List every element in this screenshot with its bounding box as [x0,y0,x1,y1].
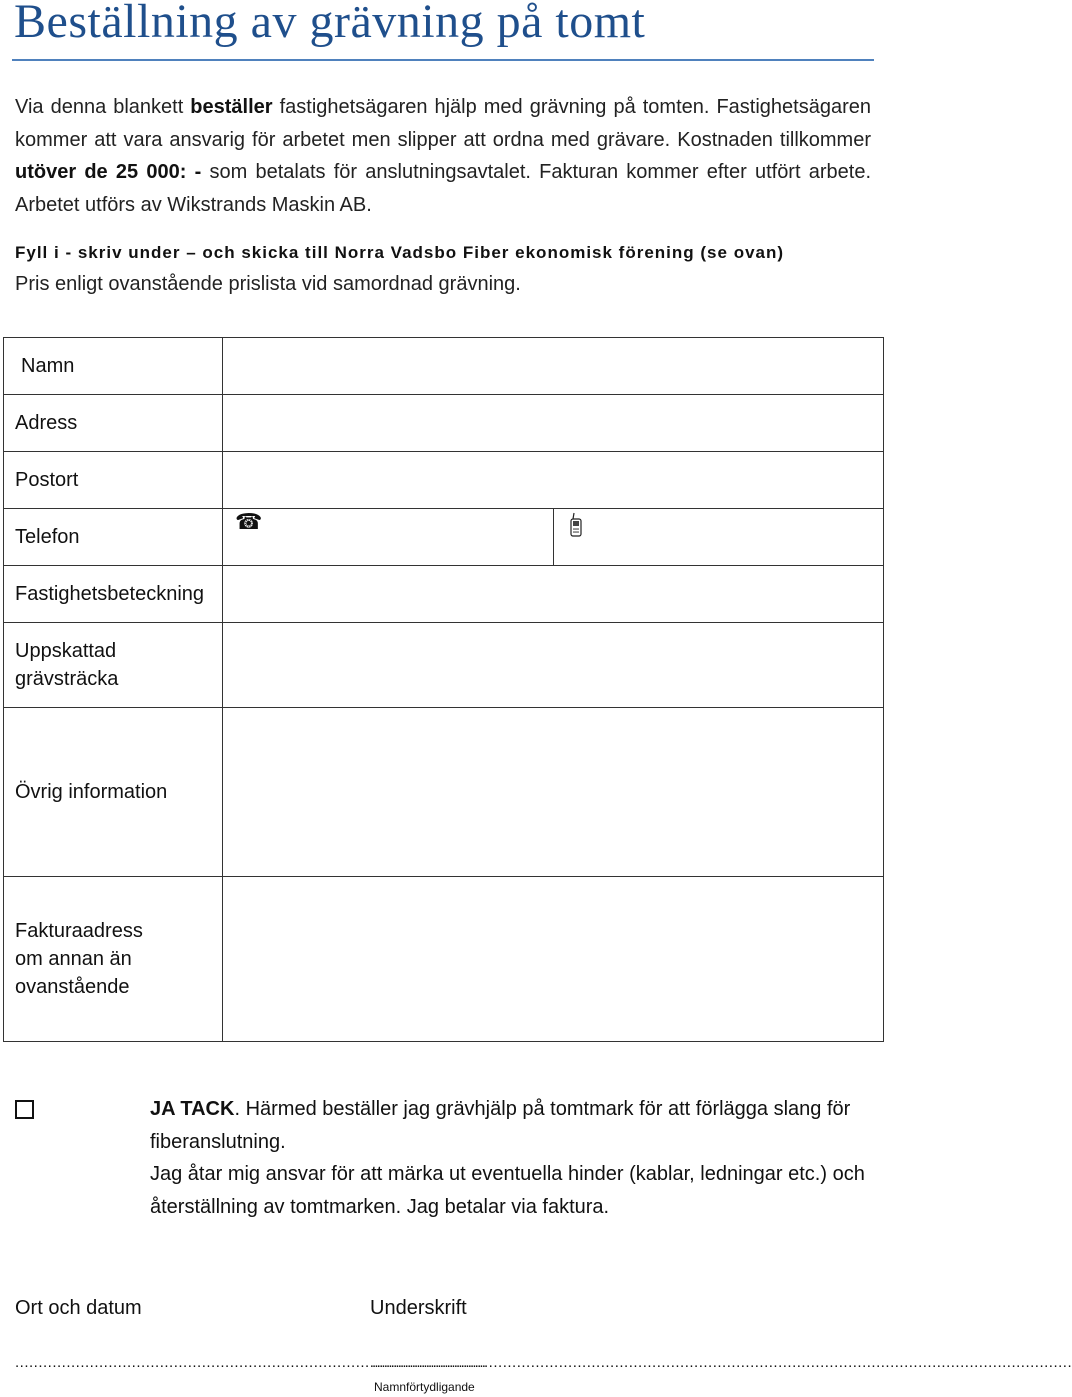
form-row-address [4,395,884,452]
title-underline [12,59,874,61]
form-row-postal [4,452,884,509]
intro-text-3: som betalats för anslutningsavtalet. Fakturan kommer efter utfört arbete. Arbetet utförs av Wikstrands Maskin AB. [15,161,872,216]
confirmation-text [150,1093,890,1223]
form-row-invoice [4,877,884,1042]
other-info-label: Övrig information [4,708,223,877]
confirmation-line2: Jag åtar mig ansvar för att märka ut eventuella hinder (kablar, ledningar etc.) och återställning av tomtmarken. Jag betalar via faktura. [150,1163,865,1218]
confirm-checkbox[interactable] [15,1100,34,1119]
place-date-label: Ort och datum [15,1297,142,1319]
phone-field[interactable] [223,509,884,566]
page-title: Beställning av grävning på tomt [14,0,646,48]
intro-bold-orders: beställer [190,96,273,118]
distance-field[interactable] [223,623,884,708]
postal-field[interactable] [223,452,884,509]
address-label: Adress [4,395,223,452]
invoice-address-field[interactable] [223,877,884,1042]
price-note: Pris enligt ovanstående prislista vid samordnad grävning. [15,273,521,295]
name-clarification-label: Namnförtydligande [374,1380,475,1394]
form-row-name [4,338,884,395]
invoice-label-line2: om annan än [15,948,132,970]
intro-text-1: Via denna blankett [15,96,191,118]
form-row-other [4,708,884,877]
order-form-table [3,337,884,1042]
telephone-icon: ☎ [235,509,263,534]
confirmation-yes-thanks: JA TACK [150,1098,235,1120]
distance-label-line2: grävsträcka [15,668,119,690]
intro-paragraph [15,91,871,221]
invoice-label-line1: Fakturaadress [15,920,143,942]
property-label: Fastighetsbeteckning [4,566,223,623]
other-info-field[interactable] [223,708,884,877]
form-row-distance [4,623,884,708]
address-field[interactable] [223,395,884,452]
phone-divider [553,509,554,565]
invoice-label-line3: ovanstående [15,976,130,998]
place-date-line[interactable]: ..................................................................................................... [15,1354,487,1371]
postal-label: Postort [4,452,223,509]
instruction-text: Fyll i - skriv under – och skicka till Norra Vadsbo Fiber ekonomisk förening (se ovan) [15,243,785,262]
form-row-property [4,566,884,623]
intro-bold-cost: utöver de 25 000: - [15,161,202,183]
mobile-phone-icon [569,512,583,538]
distance-label-line1: Uppskattad [15,640,117,662]
property-field[interactable] [223,566,884,623]
signature-line[interactable]: ...................................................................................................................................................... [372,1354,1072,1371]
invoice-address-label [4,877,223,1042]
name-field[interactable] [223,338,884,395]
name-label: Namn [4,338,223,395]
intro-text-2: fastighetsägaren hjälp med grävning på tomten. Fastighetsägaren kommer att vara ansvarig för arbetet men slipper att ordna med grävare. Kostnaden tillkommer [15,96,871,151]
distance-label [4,623,223,708]
phone-label: Telefon [4,509,223,566]
signature-label: Underskrift [370,1297,467,1319]
confirmation-order-text: . Härmed beställer jag grävhjälp på tomtmark för att förlägga slang för fiberanslutning. [150,1098,851,1153]
form-row-phone [4,509,884,566]
confirmation-line1 [150,1093,890,1158]
